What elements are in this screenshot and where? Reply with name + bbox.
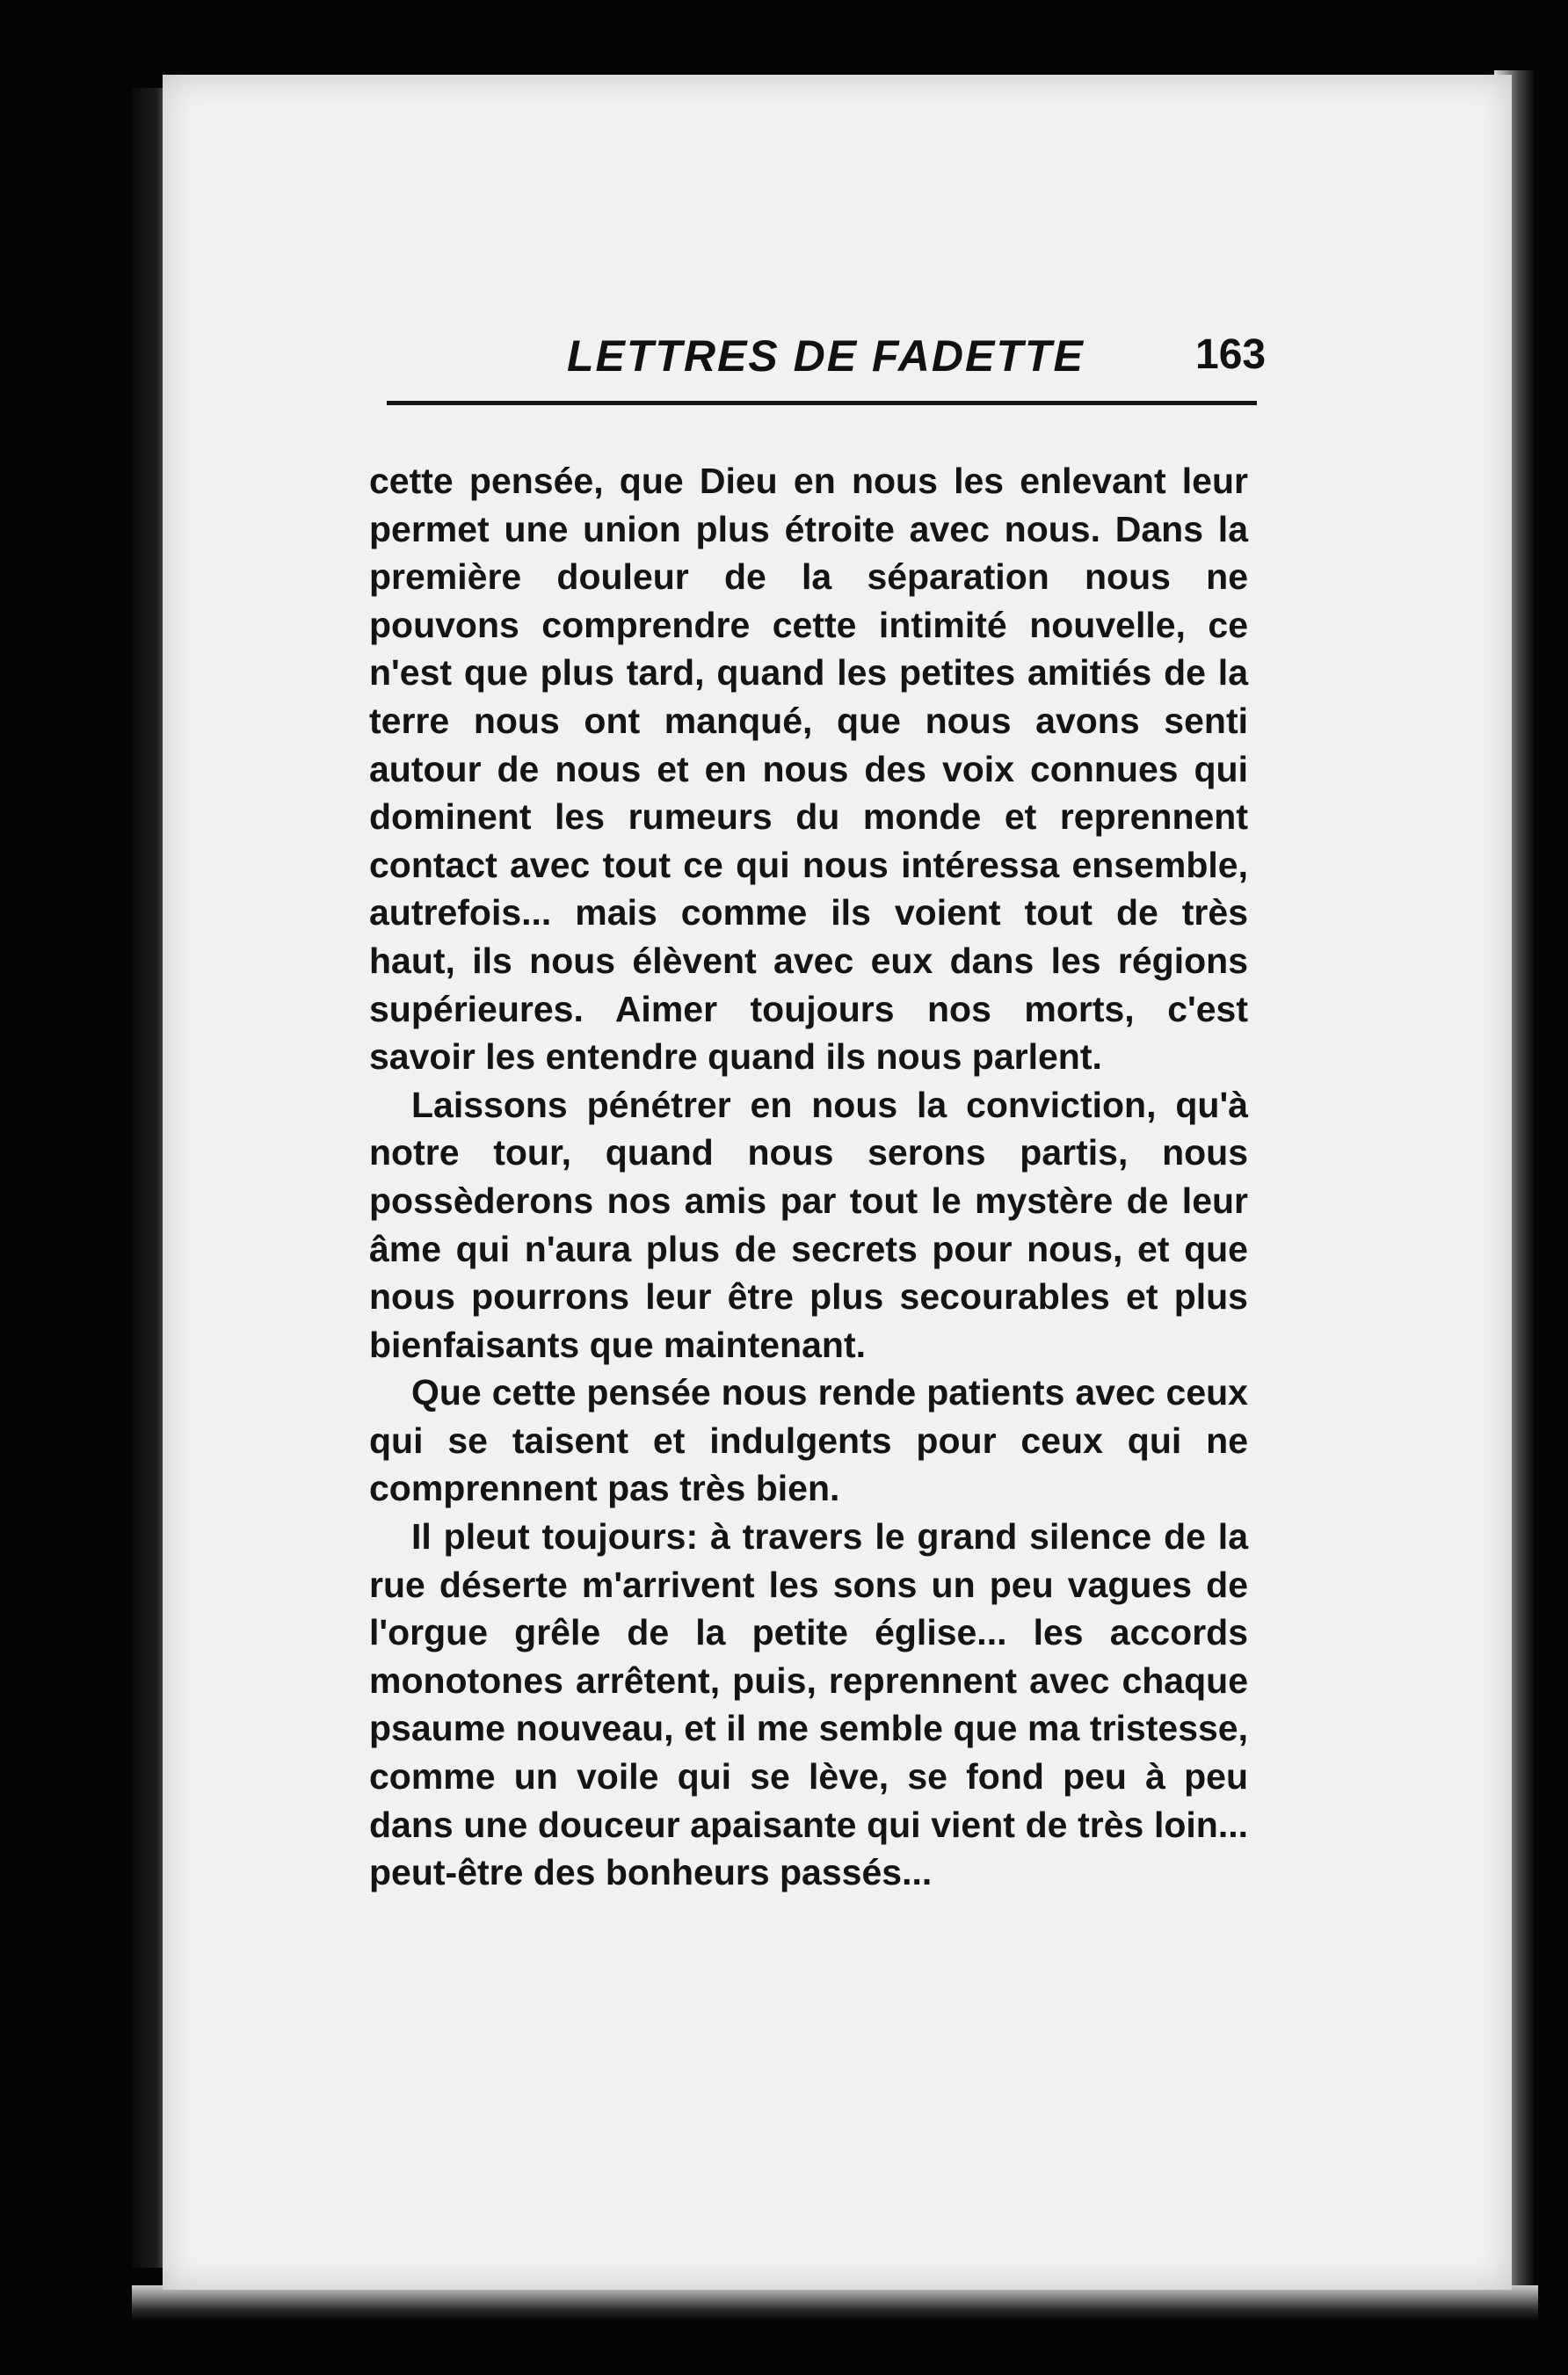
page-number: 163 [1195, 331, 1267, 378]
header-rule [387, 401, 1257, 405]
running-head [387, 323, 1266, 385]
running-head-title: LETTRES DE FADETTE [567, 331, 1085, 381]
page-bottom-edge-shadow [132, 2285, 1538, 2321]
paragraph-3: Que cette pensée nous rende patients avec ceux qui se taisent et indulgents pour ceux qui ne comprennent pas très bien. [369, 1372, 1248, 1509]
body-text [369, 457, 1248, 1897]
paragraph-4: Il pleut toujours: à travers le grand silence de la rue déserte m'arrivent les sons un peu vagues de l'orgue grêle de la petite église... les accords monotones arrêtent, puis, reprennent avec chaque psaume nouveau, et il me semble que ma tristesse, comme un voile qui se lève, se fond peu à peu dans une douceur apaisante qui vient de très loin... peut-être des bonheurs passés... [369, 1516, 1248, 1893]
paragraph-1: cette pensée, que Dieu en nous les enlevant leur permet une union plus étroite avec nous. Dans la première douleur de la séparation nous ne pouvons comprendre cette intimité nouvelle, ce n'est que plus tard, quand les petites amitiés de la terre nous ont manqué, que nous avons senti autour de nous et en nous des voix connues qui dominent les rumeurs du monde et reprennent contact avec tout ce qui nous intéressa ensemble, autrefois... mais comme ils voient tout de très haut, ils nous élèvent avec eux dans les régions supérieures. Aimer toujours nos morts, c'est savoir les entendre quand ils nous parlent. [369, 461, 1248, 1078]
paragraph-2: Laissons pénétrer en nous la conviction, qu'à notre tour, quand nous serons partis, nous possèderons nos amis par tout le mystère de leur âme qui n'aura plus de secrets pour nous, et que nous pourrons leur être plus secourables et plus bienfaisants que maintenant. [369, 1084, 1248, 1365]
